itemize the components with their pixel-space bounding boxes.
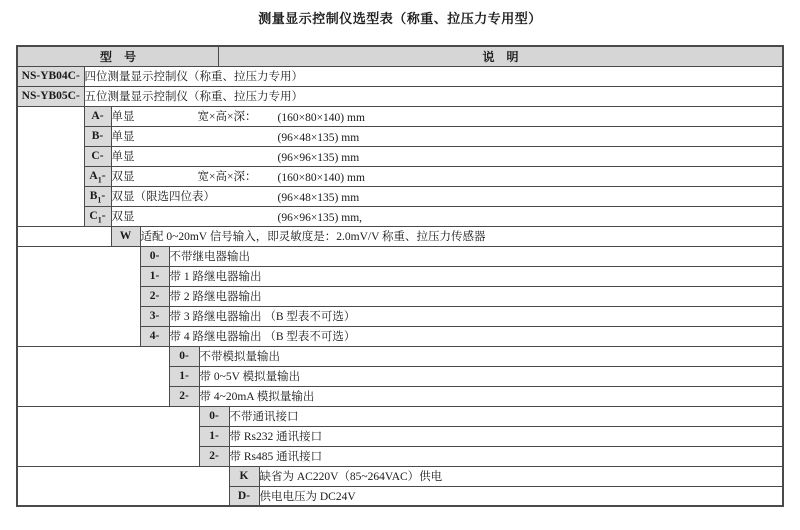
model-code-cell: NS-YB04C-	[17, 66, 84, 86]
dimension-label: 宽×高×深：	[197, 171, 257, 183]
description-column-header: 说 明	[482, 49, 519, 64]
description-cell: 缺省为 AC220V（85~264VAC）供电	[259, 466, 783, 486]
description-cell	[111, 186, 783, 206]
description-cell: 带 1 路继电器输出	[169, 266, 783, 286]
model-column-header: 型 号	[18, 47, 219, 66]
description-cell: 带 4 路继电器输出 （B 型表不可选）	[169, 326, 783, 346]
description-cell: 带 0~5V 模拟量输出	[199, 366, 783, 386]
left-spacer-cell	[17, 226, 111, 246]
model-code-cell: 1-	[169, 366, 199, 386]
left-spacer-cell	[17, 466, 229, 506]
table-row	[17, 66, 783, 86]
description-cell: 带 Rs232 通讯接口	[229, 426, 783, 446]
left-spacer-cell	[17, 106, 84, 226]
dimension-value: (96×48×135) mm	[277, 192, 360, 204]
description-cell	[111, 146, 783, 166]
model-code-cell: 0-	[140, 246, 169, 266]
dimension-value: (96×96×135) mm,	[277, 212, 363, 224]
display-type-label: 单显	[111, 111, 135, 123]
description-cell: 不带通讯接口	[229, 406, 783, 426]
model-code-cell: B-	[84, 126, 111, 146]
table-row	[17, 186, 783, 206]
table-row	[17, 146, 783, 166]
description-cell	[111, 126, 783, 146]
table-row	[17, 166, 783, 186]
table-row	[17, 346, 783, 366]
table-row	[17, 206, 783, 226]
description-cell: 带 3 路继电器输出 （B 型表不可选）	[169, 306, 783, 326]
display-type-label: 单显	[111, 151, 135, 163]
table-row	[17, 406, 783, 426]
page-title: 测量显示控制仪选型表（称重、拉压力专用型）	[258, 11, 542, 26]
description-cell	[111, 206, 783, 226]
display-type-label: 双显（限选四位表）	[111, 191, 215, 203]
description-cell: 不带模拟量输出	[199, 346, 783, 366]
model-code-cell: C-	[84, 146, 111, 166]
model-code-cell: NS-YB05C-	[17, 86, 84, 106]
description-cell: 适配 0~20mV 信号输入，即灵敏度是：2.0mV/V 称重、拉压力传感器	[140, 226, 783, 246]
model-code-cell: 4-	[140, 326, 169, 346]
description-cell	[111, 106, 783, 126]
model-code-cell: 0-	[199, 406, 229, 426]
model-table-body	[17, 46, 783, 506]
model-selection-table	[16, 45, 784, 507]
description-cell: 带 4~20mA 模拟量输出	[199, 386, 783, 406]
model-code-cell: $C_1-$	[84, 206, 111, 226]
table-row	[17, 106, 783, 126]
dimension-label: 宽×高×深：	[197, 111, 257, 123]
display-type-label: 单显	[111, 131, 135, 143]
model-code-cell: A-	[84, 106, 111, 126]
table-row	[17, 86, 783, 106]
description-cell: 供电电压为 DC24V	[259, 486, 783, 506]
model-code-cell: D-	[229, 486, 259, 506]
description-cell: 五位测量显示控制仪（称重、拉压力专用）	[84, 86, 783, 106]
model-code-cell: $B_1-$	[84, 186, 111, 206]
dimension-value: (160×80×140) mm	[277, 112, 365, 124]
table-row	[17, 126, 783, 146]
description-cell	[111, 166, 783, 186]
model-code-cell: 1-	[140, 266, 169, 286]
dimension-value: (96×48×135) mm	[277, 132, 360, 144]
model-code-cell: $A_1-$	[84, 166, 111, 186]
dimension-value: (96×96×135) mm	[277, 152, 360, 164]
model-code-cell: 0-	[169, 346, 199, 366]
description-cell: 带 Rs485 通讯接口	[229, 446, 783, 466]
model-code-cell: 3-	[140, 306, 169, 326]
table-header-row	[17, 46, 783, 66]
model-code-cell: 2-	[169, 386, 199, 406]
left-spacer-cell	[17, 406, 199, 466]
description-cell: 带 2 路继电器输出	[169, 286, 783, 306]
model-code-cell: 2-	[140, 286, 169, 306]
model-code-cell: W	[111, 226, 140, 246]
model-code-cell: 2-	[199, 446, 229, 466]
table-header-cell	[17, 46, 783, 66]
model-code-cell: K	[229, 466, 259, 486]
table-row	[17, 466, 783, 486]
description-cell: 四位测量显示控制仪（称重、拉压力专用）	[84, 66, 783, 86]
table-row	[17, 226, 783, 246]
model-code-cell: 1-	[199, 426, 229, 446]
description-cell: 不带继电器输出	[169, 246, 783, 266]
left-spacer-cell	[17, 246, 140, 346]
left-spacer-cell	[17, 346, 169, 406]
display-type-label: 双显	[111, 171, 135, 183]
dimension-value: (160×80×140) mm	[277, 172, 365, 184]
display-type-label: 双显	[111, 211, 135, 223]
table-row	[17, 246, 783, 266]
